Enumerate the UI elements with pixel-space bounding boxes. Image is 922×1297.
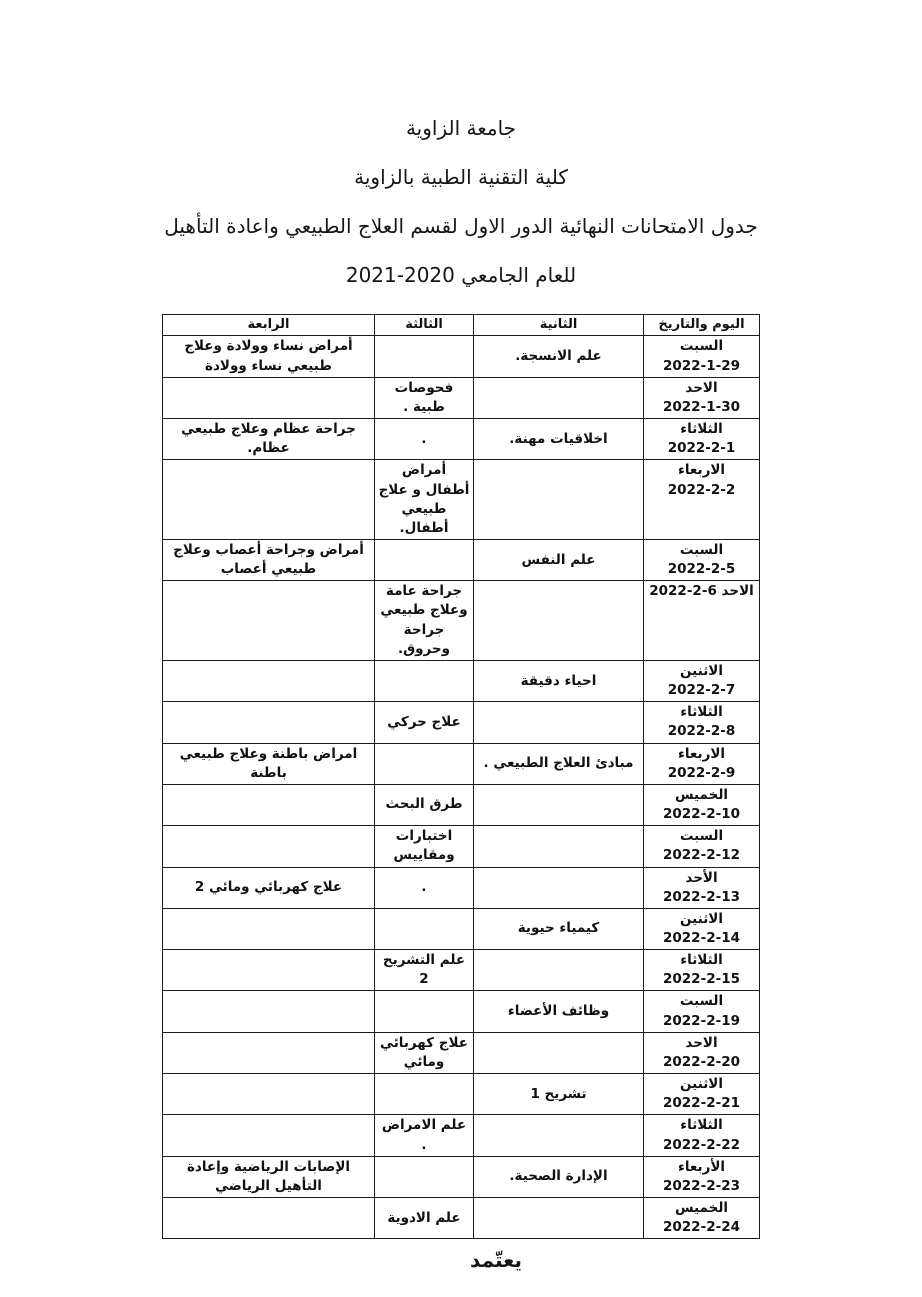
cell-fourth-year bbox=[163, 660, 375, 701]
cell-second-year: وظائف الأعضاء bbox=[474, 991, 644, 1032]
table-row bbox=[163, 908, 760, 949]
cell-second-year bbox=[474, 702, 644, 743]
exam-schedule-table bbox=[162, 314, 760, 1239]
cell-second-year bbox=[474, 1032, 644, 1073]
cell-day-date: الاحد 30‏-‏1‏-‏2022 bbox=[644, 377, 760, 418]
table-row bbox=[163, 826, 760, 867]
cell-day-date: الثلاثاء 8‏-‏2‏-‏2022 bbox=[644, 702, 760, 743]
cell-second-year: كيمياء حيوية bbox=[474, 908, 644, 949]
cell-fourth-year bbox=[163, 826, 375, 867]
cell-day-date: الاثنين 7‏-‏2‏-‏2022 bbox=[644, 660, 760, 701]
title-college: كلية التقنية الطبية بالزاوية bbox=[354, 165, 568, 189]
cell-second-year: اخلاقيات مهنة. bbox=[474, 419, 644, 460]
cell-third-year: علم الادوية bbox=[375, 1198, 474, 1239]
cell-third-year: طرق البحث bbox=[375, 784, 474, 825]
table-row bbox=[163, 702, 760, 743]
cell-day-date: السبت 5‏-‏2‏-‏2022 bbox=[644, 540, 760, 581]
cell-third-year bbox=[375, 336, 474, 377]
cell-fourth-year bbox=[163, 950, 375, 991]
table-row bbox=[163, 743, 760, 784]
cell-day-date: الثلاثاء 15‏-‏2‏-‏2022 bbox=[644, 950, 760, 991]
table-row bbox=[163, 1156, 760, 1197]
cell-third-year bbox=[375, 1074, 474, 1115]
cell-fourth-year bbox=[163, 1115, 375, 1156]
approval-note: يعتّمد bbox=[470, 1248, 522, 1273]
cell-day-date: الأحد 13‏-‏2‏-‏2022 bbox=[644, 867, 760, 908]
cell-day-date: السبت 12‏-‏2‏-‏2022 bbox=[644, 826, 760, 867]
cell-fourth-year: الإصابات الرياضية وإعادة التأهيل الرياضي bbox=[163, 1156, 375, 1197]
cell-fourth-year bbox=[163, 460, 375, 540]
title-university: جامعة الزاوية bbox=[405, 116, 517, 140]
table-row bbox=[163, 540, 760, 581]
cell-third-year: اختبارات ومقاييس bbox=[375, 826, 474, 867]
cell-day-date: الأربعاء 23‏-‏2‏-‏2022 bbox=[644, 1156, 760, 1197]
table-body bbox=[163, 336, 760, 1239]
table-header-row bbox=[163, 315, 760, 336]
cell-third-year: علم التشريح 2 bbox=[375, 950, 474, 991]
cell-fourth-year bbox=[163, 581, 375, 661]
table-row bbox=[163, 867, 760, 908]
title-academic-year: للعام الجامعي 2020‏-‏2021 bbox=[345, 263, 577, 287]
table-row bbox=[163, 950, 760, 991]
cell-second-year bbox=[474, 581, 644, 661]
table-row bbox=[163, 460, 760, 540]
cell-day-date: الاربعاء 9‏-‏2‏-‏2022 bbox=[644, 743, 760, 784]
cell-second-year: الإدارة الصحية. bbox=[474, 1156, 644, 1197]
cell-fourth-year bbox=[163, 991, 375, 1032]
table-row bbox=[163, 1198, 760, 1239]
cell-second-year: مبادئ العلاج الطبيعي . bbox=[474, 743, 644, 784]
cell-second-year bbox=[474, 1115, 644, 1156]
table-row bbox=[163, 419, 760, 460]
table-row bbox=[163, 784, 760, 825]
cell-second-year bbox=[474, 1198, 644, 1239]
header-third-year: الثالثة bbox=[375, 315, 474, 336]
cell-day-date: الاحد 6‏-‏2‏-‏2022 bbox=[644, 581, 760, 661]
cell-fourth-year bbox=[163, 1198, 375, 1239]
cell-second-year bbox=[474, 826, 644, 867]
cell-third-year bbox=[375, 743, 474, 784]
cell-day-date: الثلاثاء 1‏-‏2‏-‏2022 bbox=[644, 419, 760, 460]
table-row bbox=[163, 581, 760, 661]
cell-day-date: الاحد 20‏-‏2‏-‏2022 bbox=[644, 1032, 760, 1073]
cell-third-year: علم الامراض . bbox=[375, 1115, 474, 1156]
cell-third-year: أمراض أطفال و علاج طبيعي أطفال. bbox=[375, 460, 474, 540]
cell-third-year bbox=[375, 1156, 474, 1197]
cell-day-date: الثلاثاء 22‏-‏2‏-‏2022 bbox=[644, 1115, 760, 1156]
cell-second-year bbox=[474, 784, 644, 825]
cell-third-year bbox=[375, 908, 474, 949]
cell-fourth-year: أمراض نساء وولادة وعلاج طبيعي نساء وولادة bbox=[163, 336, 375, 377]
header-day-date: اليوم والتاريخ bbox=[644, 315, 760, 336]
table-row bbox=[163, 1115, 760, 1156]
cell-third-year: علاج حركي bbox=[375, 702, 474, 743]
cell-second-year: علم النفس bbox=[474, 540, 644, 581]
cell-day-date: الخميس 24‏-‏2‏-‏2022 bbox=[644, 1198, 760, 1239]
cell-fourth-year bbox=[163, 377, 375, 418]
cell-fourth-year bbox=[163, 908, 375, 949]
cell-second-year bbox=[474, 950, 644, 991]
cell-third-year: جراحة عامة وعلاج طبيعي جراحة وحروق. bbox=[375, 581, 474, 661]
cell-second-year bbox=[474, 867, 644, 908]
table-row bbox=[163, 336, 760, 377]
header-second-year: الثانية bbox=[474, 315, 644, 336]
cell-day-date: الاربعاء 2‏-‏2‏-‏2022 bbox=[644, 460, 760, 540]
table-row bbox=[163, 660, 760, 701]
cell-fourth-year: أمراض وجراحة أعصاب وعلاج طبيعي أعصاب bbox=[163, 540, 375, 581]
cell-fourth-year: امراض باطنة وعلاج طبيعي باطنة bbox=[163, 743, 375, 784]
header-fourth-year: الرابعة bbox=[163, 315, 375, 336]
cell-fourth-year: علاج كهربائي ومائي 2 bbox=[163, 867, 375, 908]
cell-second-year: تشريح 1 bbox=[474, 1074, 644, 1115]
cell-day-date: الاثنين 21‏-‏2‏-‏2022 bbox=[644, 1074, 760, 1115]
cell-day-date: الخميس 10‏-‏2‏-‏2022 bbox=[644, 784, 760, 825]
cell-fourth-year: جراحة عظام وعلاج طبيعي عظام. bbox=[163, 419, 375, 460]
title-schedule: جدول الامتحانات النهائية الدور الاول لقسم العلاج الطبيعي واعادة التأهيل bbox=[164, 214, 758, 238]
cell-day-date: الاثنين 14‏-‏2‏-‏2022 bbox=[644, 908, 760, 949]
cell-second-year bbox=[474, 460, 644, 540]
cell-third-year bbox=[375, 660, 474, 701]
cell-second-year: علم الانسجة. bbox=[474, 336, 644, 377]
cell-second-year bbox=[474, 377, 644, 418]
cell-third-year: . bbox=[375, 419, 474, 460]
cell-fourth-year bbox=[163, 1074, 375, 1115]
table-row bbox=[163, 1032, 760, 1073]
cell-third-year bbox=[375, 991, 474, 1032]
document-header bbox=[0, 0, 922, 285]
cell-third-year bbox=[375, 540, 474, 581]
cell-fourth-year bbox=[163, 1032, 375, 1073]
cell-fourth-year bbox=[163, 702, 375, 743]
table-row bbox=[163, 1074, 760, 1115]
cell-second-year: احياء دقيقة bbox=[474, 660, 644, 701]
cell-fourth-year bbox=[163, 784, 375, 825]
cell-day-date: السبت 19‏-‏2‏-‏2022 bbox=[644, 991, 760, 1032]
cell-third-year: فحوصات طبية . bbox=[375, 377, 474, 418]
table-row bbox=[163, 991, 760, 1032]
table-row bbox=[163, 377, 760, 418]
cell-third-year: . bbox=[375, 867, 474, 908]
cell-third-year: علاج كهربائي ومائي bbox=[375, 1032, 474, 1073]
cell-day-date: السبت 29‏-‏1‏-‏2022 bbox=[644, 336, 760, 377]
